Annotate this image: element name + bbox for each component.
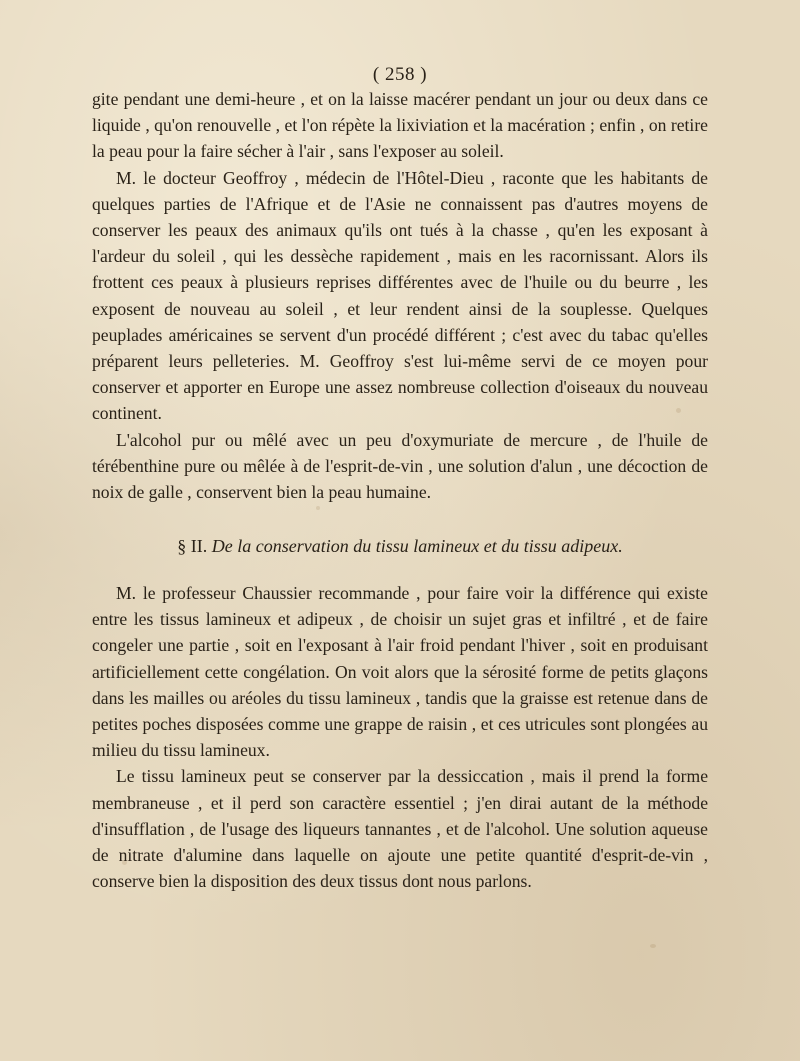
paper-stain	[316, 506, 320, 510]
paper-stain	[650, 944, 656, 948]
page-number: ( 258 )	[372, 64, 428, 85]
section-heading	[0, 533, 800, 559]
paragraph: M. le docteur Geoffroy , médecin de l'Hôtel-Dieu , raconte que les habitants de quelques parties de l'Afrique et de l'Asie ne connaissent pas d'autres moyens de conserver les peaux des animaux qu'ils ont tués à la chasse , qu'en les exposant à l'ardeur du soleil , qui les dessèche rapidement , mais en les racornissant. Alors ils frottent ces peaux à plusieurs reprises différentes avec de l'huile ou du beurre , les exposent de nouveau au soleil , et leur rendent ainsi de la souplesse. Quelques peuplades américaines se servent d'un procédé différent ; c'est avec du tabac qu'elles préparent leurs pelleteries. M. Geoffroy s'est lui-même servi de ce moyen pour conserver et apporter en Europe une assez nombreuse collection d'oiseaux du nouveau continent.	[92, 167, 708, 424]
text-block-top	[92, 86, 708, 505]
section-number: § II.	[177, 536, 208, 556]
paragraph: M. le professeur Chaussier recommande , pour faire voir la différence qui existe entre les tissus lamineux et adipeux , de choisir un sujet gras et infiltré , et de faire congeler une partie , soit en l'exposant à l'air froid pendant l'hiver , soit en produisant artificiellement cette congélation. On voit alors que la sérosité forme de petits glaçons dans les mailles ou aréoles du tissu lamineux , tandis que la graisse est retenue dans de petites poches disposées comme une grappe de raisin , et ces utricules sont plongées au milieu du tissu lamineux.	[92, 583, 708, 761]
paragraph: L'alcohol pur ou mêlé avec un peu d'oxymuriate de mercure , de l'huile de térébenthine pure ou mêlée à de l'esprit-de-vin , une solution d'alun , une décoction de noix de galle , conservent bien la peau humaine.	[92, 429, 708, 503]
paragraph: gite pendant une demi-heure , et on la laisse macérer pendant un jour ou deux dans ce liquide , qu'on renouvelle , et l'on répète la lixiviation et la macération ; enfin , on retire la peau pour la faire sécher à l'air , sans l'exposer au soleil.	[92, 89, 708, 162]
text-block-bottom	[92, 580, 708, 894]
section-title: De la conservation du tissu lamineux et du tissu adipeux.	[211, 536, 623, 556]
paragraph: Le tissu lamineux peut se conserver par la dessiccation , mais il prend la forme membraneuse , et il perd son caractère essentiel ; j'en dirai autant de la méthode d'insufflation , de l'usage des liqueurs tannantes , et de l'alcohol. Une solution aqueuse de nitrate d'alumine dans laquelle on ajoute une petite quantité d'esprit-de-vin , conserve bien la disposition des deux tissus dont nous parlons.	[92, 766, 708, 892]
